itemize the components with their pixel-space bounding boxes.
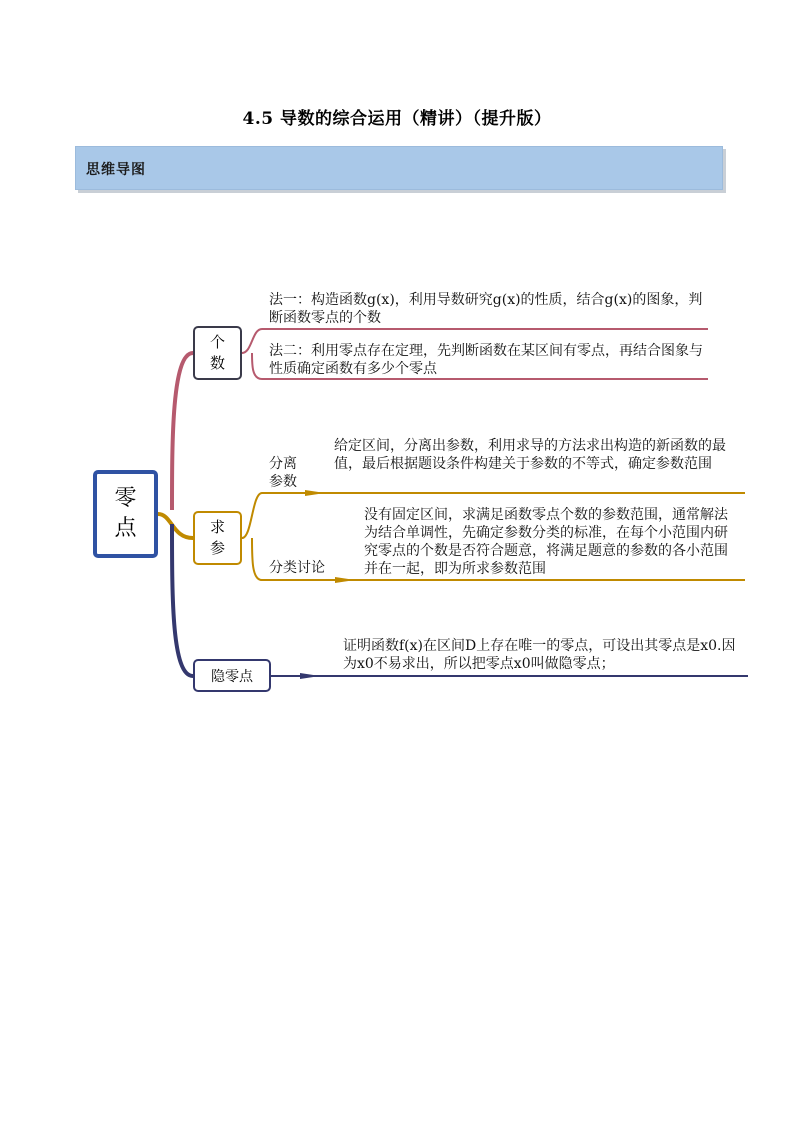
branch-label-line2: 参 xyxy=(209,539,225,557)
root-label-line1: 零 xyxy=(114,486,137,511)
separate-params-text: 给定区间，分离出参数，利用求导的方法求出构造的新函数的最值，最后根据题设条件构建关于参数的不等式，确定参数范围 xyxy=(334,438,726,472)
branch-label-line1: 求 xyxy=(209,518,225,536)
branch-node-param xyxy=(193,511,242,565)
branch-node-hidden-zero xyxy=(193,659,271,692)
hidden-zero-text: 证明函数f(x)在区间D上存在唯一的零点，可设出其零点是x0.因为x0不易求出，所以把零点x0叫做隐零点； xyxy=(343,638,736,672)
root-node xyxy=(93,470,158,558)
page-title: 4.5 导数的综合运用（精讲）（提升版） xyxy=(242,109,552,129)
root-label-line2: 点 xyxy=(114,516,137,541)
connector-root-to-count xyxy=(172,353,193,510)
branch-label-line2: 数 xyxy=(209,354,225,372)
case-discussion-text: 没有固定区间，求满足函数零点个数的参数范围，通常解法为结合单调性，先确定参数分类的标准，在每个小范围内研究零点的个数是否符合题意，将满足题意的参数的各小范围并在一起，即为所求参数范围 xyxy=(364,507,728,577)
connector-root-to-param xyxy=(158,514,193,538)
connector-root-to-hidden xyxy=(172,524,193,676)
arrow-param-2 xyxy=(335,577,355,583)
count-method-1: 法一：构造函数g(x)，利用导数研究g(x)的性质，结合g(x)的图象，判断函数零点的个数 xyxy=(269,292,703,326)
branch-node-count xyxy=(193,326,242,380)
sublabel-separate-params: 分离参数 xyxy=(269,456,297,490)
branch-label-line1: 个 xyxy=(209,333,225,351)
connector-param-to-items xyxy=(242,493,325,538)
sublabel-case-discussion: 分类讨论 xyxy=(269,560,325,576)
count-method-2: 法二：利用零点存在定理，先判断函数在某区间有零点，再结合图象与性质确定函数有多少个零点 xyxy=(269,343,703,377)
branch-label: 隐零点 xyxy=(211,668,253,685)
arrow-hidden xyxy=(300,673,320,679)
banner-label: 思维导图 xyxy=(86,162,146,178)
arrow-param-1 xyxy=(305,490,325,496)
